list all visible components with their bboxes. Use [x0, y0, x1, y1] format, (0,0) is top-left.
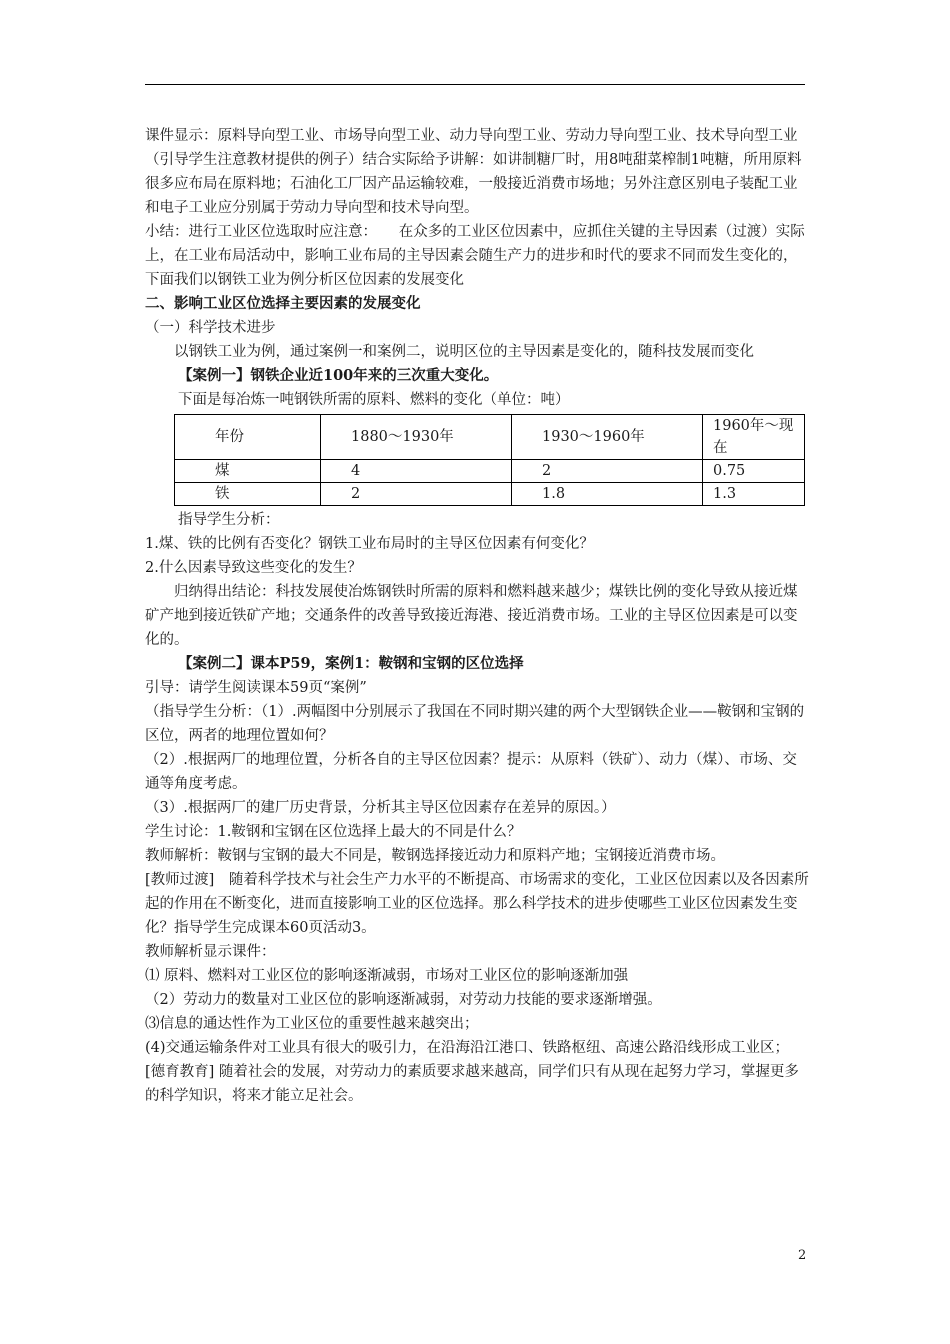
question-2: 2.什么因素导致这些变化的发生？	[145, 560, 362, 576]
data-table	[174, 414, 805, 506]
paragraph-transition: [教师过渡] 随着科学技术与社会生产力水平的不断提高、市场需求的变化，工业区位因素以及各因素所起的作用在不断变化，进而直接影响工业的区位选择。那么科学技术的进步使哪些工业区位因素发生变化？指导学生完成课本60页活动3。	[145, 872, 809, 936]
table-header-row	[175, 415, 805, 460]
paragraph-analysis-2: （2）.根据两厂的地理位置，分析各自的主导区位因素？提示：从原料（铁矿）、动力（煤）、市场、交通等角度考虑。	[145, 752, 797, 792]
list-item: (4)交通运输条件对工业具有很大的吸引力，在沿海沿江港口、铁路枢纽、高速公路沿线形成工业区；	[145, 1040, 790, 1056]
guide-label: 指导学生分析：	[178, 512, 280, 528]
table-header-cell: 1930～1960年	[512, 415, 703, 460]
paragraph-analysis-3: （3）.根据两厂的建厂历史背景，分析其主导区位因素存在差异的原因。）	[145, 800, 616, 816]
table-cell: 煤	[175, 460, 321, 483]
page-body	[145, 124, 810, 1108]
paragraph-analysis-1: （指导学生分析：（1）.两幅图中分别展示了我国在不同时期兴建的两个大型钢铁企业——鞍钢和宝钢的区位，两者的地理位置如何？	[145, 704, 805, 744]
table-row	[175, 460, 805, 483]
table-row	[175, 483, 805, 506]
table-caption: 下面是每冶炼一吨钢铁所需的原料、燃料的变化（单位：吨）	[178, 392, 570, 408]
list-item: （2）劳动力的数量对工业区位的影响逐渐减弱，对劳动力技能的要求逐渐增强。	[145, 992, 662, 1008]
paragraph-conclusion: 归纳得出结论：科技发展使冶炼钢铁时所需的原料和燃料越来越少；煤铁比例的变化导致从接近煤矿产地到接近铁矿产地；交通条件的改善导致接近海港、接近消费市场。工业的主导区位因素是可以变化的。	[145, 584, 798, 648]
list-item: ⑶信息的通达性作为工业区位的重要性越来越突出；	[145, 1016, 479, 1032]
table-cell: 2	[512, 460, 703, 483]
table-header-cell: 1960年～现在	[703, 415, 805, 460]
paragraph-moral-education: [德育教育] 随着社会的发展，对劳动力的素质要求越来越高，同学们只有从现在起努力学习，掌握更多的科学知识，将来才能立足社会。	[145, 1064, 799, 1104]
paragraph-explanation: （引导学生注意教材提供的例子）结合实际给予讲解：如讲制糖厂时，用8吨甜菜榨制1吨糖，所用原料很多应布局在原料地；石油化工厂因产品运输较难，一般接近消费市场地；另外注意区别电子装配工业和电子工业应分别属于劳动力导向型和技术导向型。	[145, 152, 802, 216]
table-header-cell: 1880～1930年	[321, 415, 512, 460]
table-cell: 1.3	[703, 483, 805, 506]
paragraph-courseware-label: 教师解析显示课件：	[145, 944, 276, 960]
case2-title: 【案例二】课本P59，案例1：鞍钢和宝钢的区位选择	[178, 655, 524, 672]
section-heading: 二、影响工业区位选择主要因素的发展变化	[145, 295, 421, 312]
paragraph-teacher-analysis: 教师解析：鞍钢与宝钢的最大不同是，鞍钢选择接近动力和原料产地；宝钢接近消费市场。	[145, 848, 725, 864]
table-cell: 1.8	[512, 483, 703, 506]
paragraph-summary: 小结：进行工业区位选取时应注意： 在众多的工业区位因素中，应抓住关键的主导因素（过渡）实际上，在工业布局活动中，影响工业布局的主导因素会随生产力的进步和时代的要求不同而发生变化的，下面我们以钢铁工业为例分析区位因素的发展变化	[145, 224, 805, 288]
table-header-cell: 年份	[175, 415, 321, 460]
question-1: 1.煤、铁的比例有否变化？钢铁工业布局时的主导区位因素有何变化？	[145, 536, 594, 552]
table-cell: 4	[321, 460, 512, 483]
subsection-heading: （一）科学技术进步	[145, 320, 276, 336]
paragraph-courseware: 课件显示：原料导向型工业、市场导向型工业、动力导向型工业、劳动力导向型工业、技术导向型工业	[145, 128, 798, 144]
table-cell: 铁	[175, 483, 321, 506]
page-number: 2	[798, 1248, 807, 1263]
list-item: ⑴ 原料、燃料对工业区位的影响逐渐减弱，市场对工业区位的影响逐渐加强	[145, 968, 629, 984]
table-cell: 2	[321, 483, 512, 506]
paragraph-intro: 以钢铁工业为例，通过案例一和案例二，说明区位的主导因素是变化的，随科技发展而变化	[174, 344, 754, 360]
table-cell: 0.75	[703, 460, 805, 483]
paragraph-guide: 引导：请学生阅读课本59页“案例”	[145, 680, 367, 696]
case1-title: 【案例一】钢铁企业近100年来的三次重大变化。	[178, 367, 499, 384]
paragraph-discussion: 学生讨论：1.鞍钢和宝钢在区位选择上最大的不同是什么？	[145, 824, 522, 840]
header-rule	[145, 84, 805, 85]
